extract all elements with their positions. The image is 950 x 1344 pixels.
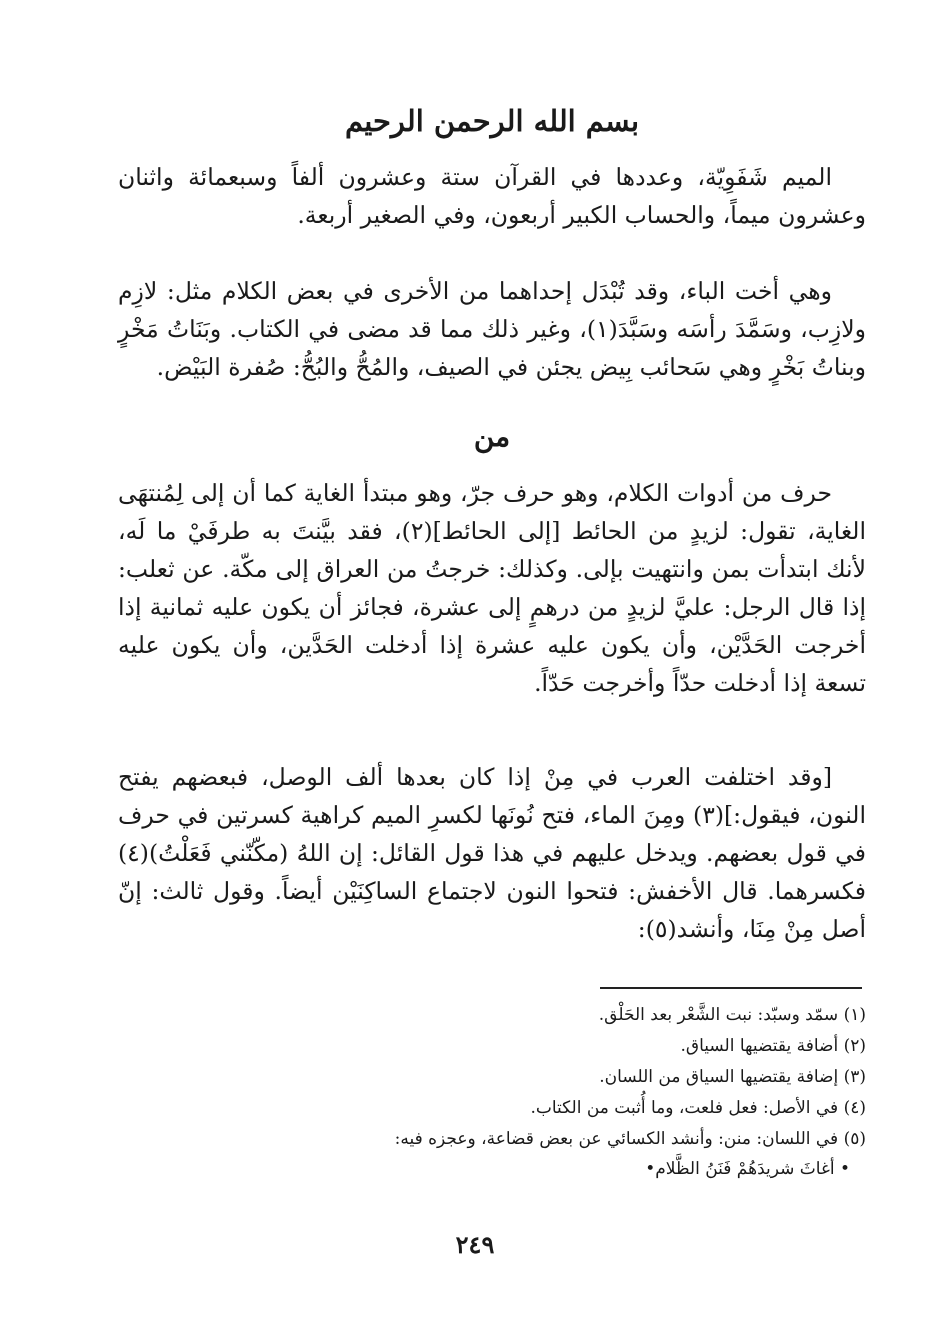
footnote-4: (٤) في الأصل: فعل فلعت، وما أُثبت من الكتاب. [530,1098,866,1118]
footnotes [300,1000,866,1183]
footnote-3: (٣) إضافة يقتضيها السياق من اللسان. [599,1067,866,1087]
paragraph-mim-ba-text: وهي أخت الباء، وقد تُبْدَل إحداهما من الأخرى في بعض الكلام مثل: لازِم ولازِب، وسَمَّدَ رأسَه وسَبَّدَ(١)، وغير ذلك مما قد مضى في الكتاب. وبَنَاتُ مَخْرٍ وبناتُ بَخْرٍ وهي سَحائب بِيض يجئن في الصيف، والمُحُّ والبُحُّ: صُفرة البَيْض. [118,277,866,381]
page-number: ٢٤٩ [455,1230,495,1259]
footnote-verse: • أغاثَ شريدَهُمْ فَنَنُ الظَّلام• [645,1159,850,1179]
paragraph-min-variants-text: [وقد اختلفت العرب في مِنْ إذا كان بعدها ألف الوصل، فبعضهم يفتح النون، فيقول:](٣) ومِنَ الماء، فتح نُونَها لكسرِ الميم كراهية كسرتين في حرف في قول بعضهم. ويدخل عليهم في هذا قول القائل: إن اللهُ (مكّنّني فَعَلْتُ)(٤) فكسرهما. قال الأخفش: فتحوا النون لاجتماع الساكِنَيْن أيضاً. وقول ثالث: إنّ أصل مِنْ مِنَا، وأنشد(٥): [118,763,866,943]
paragraph-mim-count-text: الميم شَفَوِيّة، وعددها في القرآن ستة وعشرون ألفاً وسبعمائة واثنان وعشرون ميماً، والحساب الكبير أربعون، وفي الصغير أربعة. [118,163,866,229]
footnote-5: (٥) في اللسان: منن: وأنشد الكسائي عن بعض قضاعة، وعجزه فيه: [394,1129,866,1149]
basmala-heading: بسم الله الرحمن الرحيم [344,104,640,138]
paragraph-mim-count [118,158,866,234]
paragraph-min-definition-text: حرف من أدوات الكلام، وهو حرف جرّ، وهو مبتدأ الغاية كما أن إلى لِمُنتهَى الغاية، تقول: لزيدٍ من الحائط [إلى الحائط](٢)، فقد بيَّنتَ به طرفَيْ ما لَه، لأنك ابتدأت بمن وانتهيت بإلى. وكذلك: خرجتُ من العراق إلى مكّة. عن ثعلب: إذا قال الرجل: عليَّ لزيدٍ من درهمٍ إلى عشرة، فجائز أن يكون عليه ثمانية إذا أخرجت الحَدَّيْن، وأن يكون عليه عشرة إذا أدخلت الحَدَّين، وأن يكون عليه تسعة إذا أدخلت حدّاً وأخرجت حَدّاً. [118,479,866,697]
paragraph-min-variants [118,758,866,948]
paragraph-min-definition [118,474,866,702]
section-heading-min: من [473,420,511,453]
footnote-divider [600,987,862,989]
footnote-1: (١) سمّد وسبّد: نبت الشَّعْر بعد الحَلْق. [598,1005,866,1025]
paragraph-mim-ba [118,272,866,386]
footnote-2: (٢) أضافة يقتضيها السياق. [680,1036,866,1056]
